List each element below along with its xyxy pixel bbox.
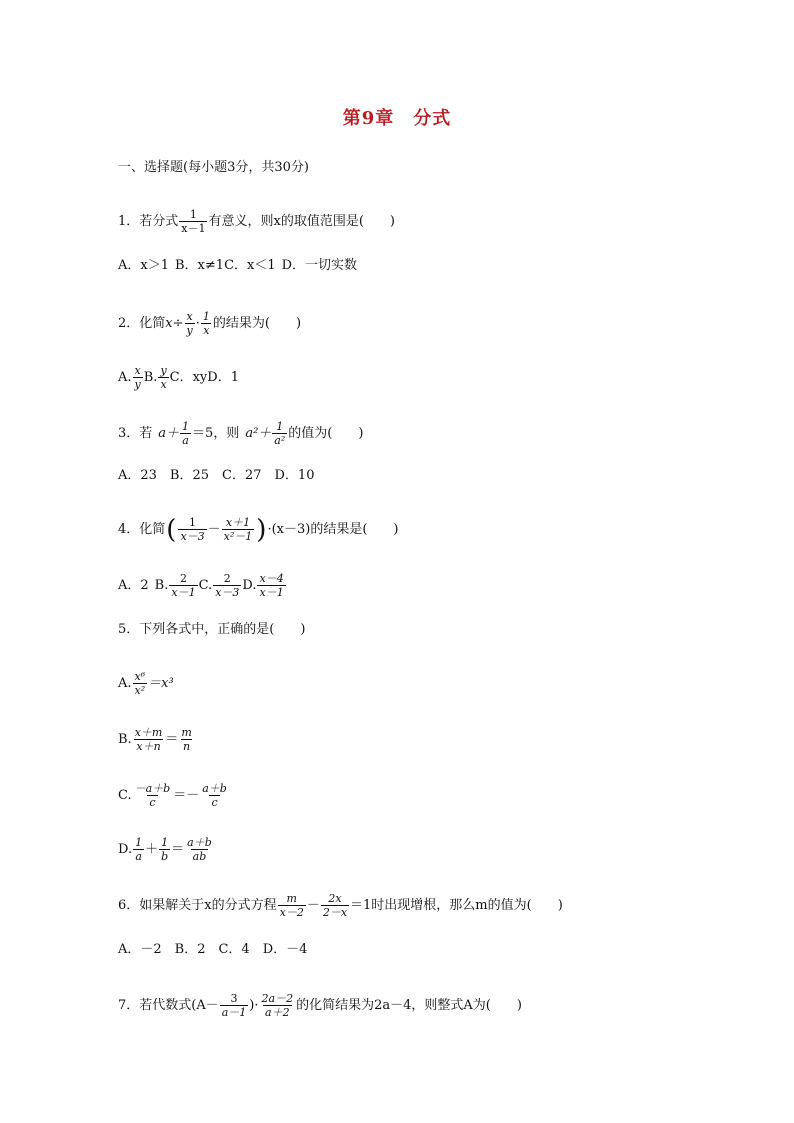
q4-option-c-label: C. [198, 577, 213, 593]
q5-b-label: B. [118, 731, 132, 747]
q3-fraction-1 [180, 420, 191, 447]
q4-option-b-fraction [169, 572, 197, 599]
question-1 [118, 208, 395, 235]
page-title: 第9章 分式 [342, 108, 452, 129]
q5-c-den-2: c [211, 796, 218, 809]
q5-c-fraction-1 [133, 782, 173, 809]
q4-left-paren: ( [166, 514, 177, 545]
q5-d-num-2: 1 [161, 836, 169, 849]
q1-stem-pre: 1．若分式 [118, 213, 179, 229]
q5-b-den: x＋n [136, 740, 161, 753]
q4-stem-post: ·(x－3)的结果是( ) [267, 521, 399, 537]
q5-d-den-2: b [161, 850, 169, 863]
q2-num-1: x [186, 310, 193, 323]
q2-den-1: y [186, 324, 193, 337]
q4-d-num: x－4 [259, 572, 284, 585]
q5-d-plus: ＋ [145, 841, 159, 857]
q5-d-fraction-3 [185, 836, 214, 863]
q3-num-1: 1 [182, 420, 190, 433]
q3-stem-pre: 3．若 [118, 425, 153, 441]
q6-num-2: 2x [328, 892, 342, 905]
q4-d-den: x－1 [259, 586, 284, 599]
q3-den-2: a² [274, 434, 286, 447]
q5-c-den: c [149, 796, 156, 809]
section-heading: 一、选择题(每小题3分，共30分) [118, 160, 309, 175]
q2-stem-pre: 2．化简 [118, 315, 166, 331]
q4-den-1: x－3 [180, 530, 205, 543]
q4-b-num: 2 [179, 572, 187, 585]
q1-stem-post: 有意义，则x的取值范围是( ) [208, 213, 395, 229]
q3-term-a: a＋ [158, 425, 180, 441]
q4-options [118, 572, 287, 599]
q5-a-rhs: ＝x³ [148, 675, 174, 691]
q5-d-den-1: a [135, 850, 142, 863]
q5-option-d [118, 836, 215, 863]
q4-num-2: x＋1 [225, 516, 251, 529]
q2-option-a-fraction [133, 364, 143, 391]
q5-c-fraction-2 [200, 782, 229, 809]
q5-a-den: x² [134, 684, 146, 697]
q4-option-b-label: B. [154, 577, 169, 593]
q2-b-num: y [160, 364, 167, 377]
q5-d-fraction-2 [159, 836, 170, 863]
q5-option-c [118, 782, 230, 809]
q7-den-1: a－1 [221, 1006, 247, 1019]
q5-c-num: －a＋b [134, 782, 171, 795]
q3-den-1: a [182, 434, 189, 447]
q7-den-2: a＋2 [265, 1006, 290, 1019]
q2-option-b-label: B. [143, 369, 158, 385]
q6-den-2: 2－x [322, 906, 348, 919]
q5-c-label: C. [118, 787, 132, 803]
q4-fraction-1 [178, 516, 206, 543]
q7-num-1: 3 [230, 992, 238, 1005]
q3-options: A．23 B．25 C．27 D．10 [118, 468, 315, 483]
q2-fraction-1 [185, 310, 195, 337]
q5-a-label: A. [118, 675, 132, 691]
q1-num: 1 [189, 208, 197, 221]
q2-a-num: x [134, 364, 141, 377]
q1-option-c: C．x＜1 [224, 258, 276, 273]
question-2 [118, 310, 301, 337]
q1-option-a: A．x＞1 [118, 258, 169, 273]
q6-num-1: m [286, 892, 297, 905]
q2-num-2: 1 [202, 310, 210, 323]
q4-stem-pre: 4．化简 [118, 521, 166, 537]
q5-a-fraction [133, 670, 148, 697]
q5-b-den-2: n [183, 740, 191, 753]
q4-minus: － [207, 521, 221, 537]
q2-a-den: y [134, 378, 141, 391]
q5-option-a [118, 670, 174, 697]
q2-b-den: x [160, 378, 167, 391]
question-6 [118, 892, 563, 919]
q1-options [118, 258, 357, 274]
q4-right-paren: ) [256, 514, 267, 545]
q1-option-b: B．x≠1 [175, 258, 225, 273]
q2-term-x: x÷ [165, 315, 184, 331]
q2-options [118, 364, 239, 391]
q4-option-d-label: D. [242, 577, 257, 593]
q4-option-a: A．2 [118, 577, 149, 593]
q7-num-2: 2a－2 [261, 992, 294, 1005]
q3-stem-post: 的值为( ) [288, 425, 364, 441]
q6-stem-pre: 6．如果解关于x的分式方程 [118, 897, 277, 913]
q3-num-2: 1 [276, 420, 284, 433]
q6-minus: － [306, 897, 320, 913]
q4-den-2: x²－1 [223, 530, 253, 543]
q5-d-fraction-1 [133, 836, 144, 863]
q5-b-fraction-1 [133, 726, 165, 753]
q2-option-c: C．xy [169, 369, 208, 385]
q7-fraction-1 [220, 992, 249, 1019]
q4-c-num: 2 [223, 572, 231, 585]
q4-b-den: x－1 [171, 586, 196, 599]
q7-fraction-2 [260, 992, 296, 1019]
q2-dot: · [195, 315, 200, 331]
q2-den-2: x [203, 324, 210, 337]
q2-stem-post: 的结果为( ) [212, 315, 302, 331]
q6-den-1: x－2 [279, 906, 304, 919]
q3-term-a2: a²＋ [245, 425, 272, 441]
q2-fraction-2 [201, 310, 212, 337]
q6-stem-post: ＝1时出现增根，那么m的值为( ) [350, 897, 563, 913]
q4-num-1: 1 [189, 516, 197, 529]
q5-b-fraction-2 [179, 726, 193, 753]
q5-b-num: x＋m [134, 726, 163, 739]
q6-fraction-2 [321, 892, 349, 919]
q5-c-eq: ＝－ [173, 787, 200, 803]
q5-d-eq: ＝ [171, 841, 185, 857]
question-7 [118, 992, 522, 1019]
q5-d-den-3: ab [192, 850, 207, 863]
q1-option-d: D．一切实数 [281, 258, 358, 273]
q5-d-label: D. [118, 841, 133, 857]
q4-option-d-fraction [257, 572, 285, 599]
q5-b-num-2: m [181, 726, 192, 739]
q5-d-num-3: a＋b [187, 836, 212, 849]
q2-option-d: D．1 [207, 369, 239, 385]
q3-fraction-2 [272, 420, 287, 447]
question-4 [118, 516, 398, 543]
q7-stem-pre: 7．若代数式(A－ [118, 997, 219, 1013]
q5-a-num: x⁶ [134, 670, 146, 683]
q1-fraction [179, 208, 207, 235]
q7-mid: )· [249, 997, 259, 1013]
q6-fraction-1 [278, 892, 306, 919]
question-5: 5．下列各式中，正确的是( ) [118, 622, 306, 637]
q1-den: x－1 [181, 222, 206, 235]
q4-option-c-fraction [213, 572, 241, 599]
q6-options: A．－2 B．2 C．4 D．－4 [118, 942, 308, 957]
q2-option-a-label: A. [118, 369, 132, 385]
q5-option-b [118, 726, 195, 753]
q5-c-num-2: a＋b [202, 782, 227, 795]
q2-option-b-fraction [158, 364, 168, 391]
q4-c-den: x－3 [215, 586, 240, 599]
q4-fraction-2 [222, 516, 255, 543]
q3-equals: ＝5，则 [192, 425, 240, 441]
q7-stem-post: 的化简结果为2a－4，则整式A为( ) [296, 997, 522, 1013]
q5-b-eq: ＝ [165, 731, 179, 747]
question-3 [118, 420, 363, 447]
q5-d-num-1: 1 [135, 836, 143, 849]
